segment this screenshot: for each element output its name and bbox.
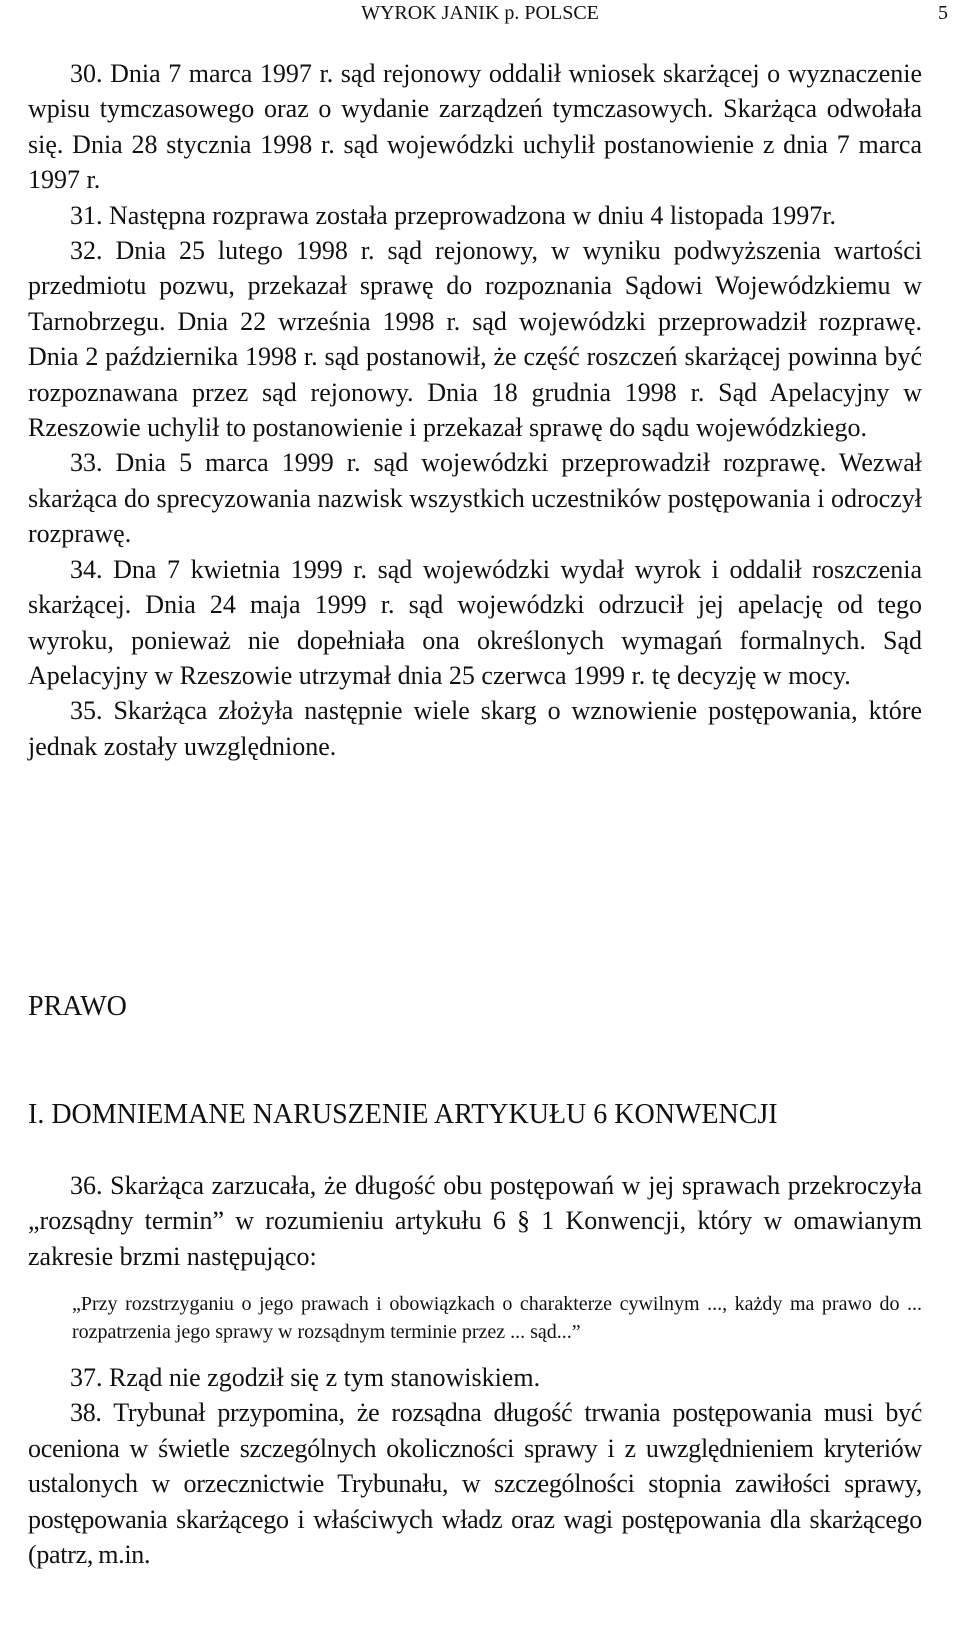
paragraph-38: 38. Trybunał przypomina, że rozsądna długość trwania postępowania musi być oceniona w świetle szczególnych okoliczności sprawy i z uwzględnieniem kryteriów ustalonych w orzecznictwie Trybunału, w szczególności stopnia zawiłości sprawy, postępowania skarżącego i właściwych władz oraz wagi postępowania dla skarżącego (patrz, m.in.	[28, 1398, 922, 1570]
paragraph-35: 35. Skarżąca złożyła następnie wiele skarg o wznowienie postępowania, które jednak zostały uwzględnione.	[28, 696, 922, 761]
paragraph-30: 30. Dnia 7 marca 1997 r. sąd rejonowy oddalił wniosek skarżącej o wyznaczenie wpisu tymczasowego oraz o wydanie zarządzeń tymczasowych. Skarżąca odwołała się. Dnia 28 stycznia 1998 r. sąd wojewódzki uchylił postanowienie z dnia 7 marca 1997 r.	[28, 59, 922, 195]
section-heading-article-6: I. DOMNIEMANE NARUSZENIE ARTYKUŁU 6 KONWENCJI	[28, 1099, 778, 1130]
convention-quote: „Przy rozstrzyganiu o jego prawach i obowiązkach o charakterze cywilnym ..., każdy ma prawo do ... rozpatrzenia jego sprawy w rozsądnym terminie przez ... sąd...”	[72, 1293, 922, 1343]
paragraph-34: 34. Dna 7 kwietnia 1999 r. sąd wojewódzki wydał wyrok i oddalił roszczenia skarżącej. Dnia 24 maja 1999 r. sąd wojewódzki odrzucił jej apelację od tego wyroku, ponieważ nie dopełniała ona określonych wymagań formalnych. Sąd Apelacyjny w Rzeszowie utrzymał dnia 25 czerwca 1999 r. tę decyzję w mocy.	[28, 554, 922, 690]
paragraph-32: 32. Dnia 25 lutego 1998 r. sąd rejonowy, w wyniku podwyższenia wartości przedmiotu pozwu, przekazał sprawę do rozpoznania Sądowi Wojewódzkiemu w Tarnobrzegu. Dnia 22 września 1998 r. sąd wojewódzki przeprowadził rozprawę. Dnia 2 października 1998 r. sąd postanowił, że część roszczeń skarżącej powinna być rozpoznawana przez sąd rejonowy. Dnia 18 grudnia 1998 r. Sąd Apelacyjny w Rzeszowie uchylił to postanowienie i przekazał sprawę do sądu wojewódzkiego.	[28, 236, 922, 443]
paragraph-36: 36. Skarżąca zarzucała, że długość obu postępowań w jej sprawach przekroczyła „rozsądny termin” w rozumieniu artykułu 6 § 1 Konwencji, który w omawianym zakresie brzmi następująco:	[28, 1171, 922, 1271]
header-title: WYROK JANIK p. POLSCE	[361, 2, 599, 24]
section-heading-prawo: PRAWO	[28, 991, 127, 1022]
facts-paragraphs	[28, 56, 922, 764]
running-header	[0, 0, 960, 26]
paragraph-36-block	[28, 1168, 922, 1274]
paragraph-31: 31. Następna rozprawa została przeprowadzona w dniu 4 listopada 1997r.	[70, 200, 837, 230]
paragraphs-37-38	[28, 1360, 922, 1572]
page-number: 5	[938, 2, 948, 24]
paragraph-37: 37. Rząd nie zgodził się z tym stanowiskiem.	[70, 1363, 541, 1392]
paragraph-33: 33. Dnia 5 marca 1999 r. sąd wojewódzki przeprowadził rozprawę. Wezwał skarżąca do sprecyzowania nazwisk wszystkich uczestników postępowania i odroczył rozprawę.	[28, 448, 922, 549]
